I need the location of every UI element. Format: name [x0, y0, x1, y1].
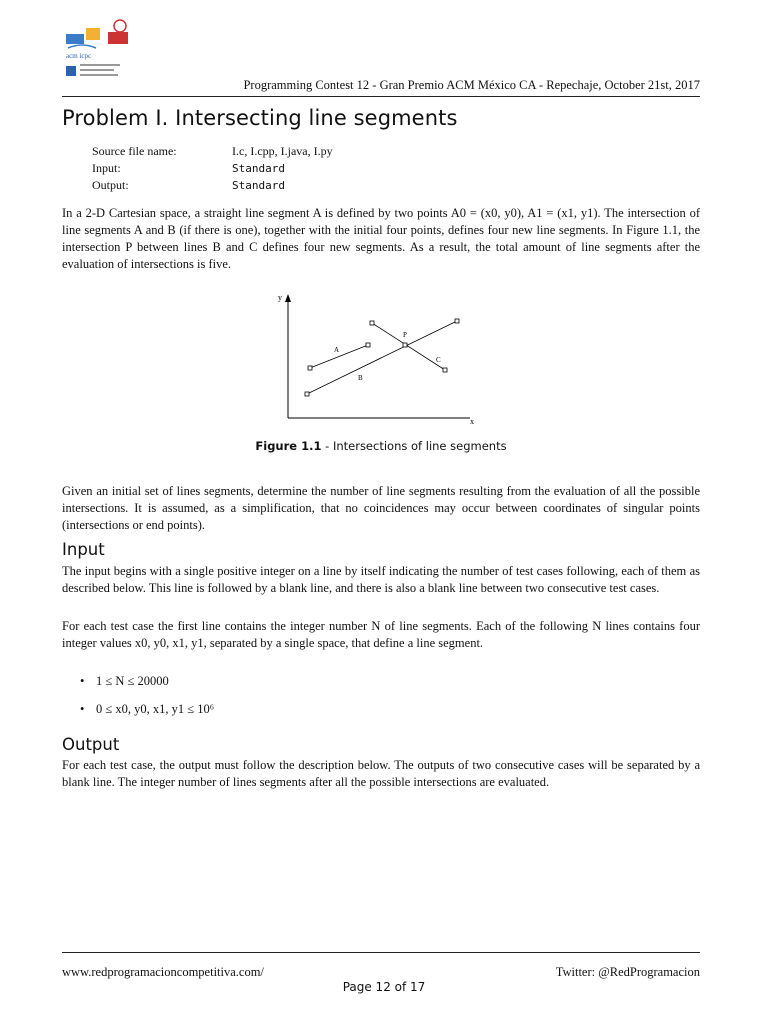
header-rule: [62, 96, 700, 97]
page-number: Page 12 of 17: [342, 980, 426, 994]
intro-paragraph: In a 2-D Cartesian space, a straight line segment A is defined by two points A0 = (x0, y0), A1 = (x1, y1). The intersection of line segments A and B (if there is one), together with the initial four points, defines four new line segments. In Figure 1.1, the intersection P between lines B and C defines four new segments. As a result, the total amount of line segments after the evaluation of intersections is five.: [62, 206, 700, 271]
meta-value: I.c, I.cpp, I.java, I.py: [232, 144, 333, 158]
list-item: [80, 695, 214, 723]
problem-title: Problem I. Intersecting line segments: [62, 106, 458, 130]
meta-row-output: [92, 177, 333, 194]
output-heading: Output: [62, 735, 120, 754]
meta-row-source: [92, 143, 333, 160]
segment-b: [307, 321, 457, 394]
statement-paragraph: Given an initial set of lines segments, determine the number of line segments resulting from the evaluation of all the possible intersections. It is assumed, as a simplification, that no coincidences may occur between coordinates of singular points (intersections or end points).: [62, 484, 700, 532]
bullet-icon: •: [80, 673, 85, 688]
input-paragraph-2: For each test case the first line contains the integer number N of line segments. Each of the following N lines contains four integer values x0, y0, x1, y1, separated by a single space, that define a line segment.: [62, 619, 700, 650]
meta-key: Output:: [92, 178, 129, 192]
constraint-coords: 0 ≤ x0, y0, x1, y1 ≤ 10⁶: [96, 701, 215, 716]
meta-value: Standard: [232, 162, 285, 175]
figure-caption: [62, 439, 700, 453]
constraint-n: 1 ≤ N ≤ 20000: [96, 673, 169, 688]
label-p: P: [403, 331, 407, 339]
input-heading: Input: [62, 540, 105, 559]
caption-text: - Intersections of line segments: [321, 439, 507, 453]
label-b: B: [358, 374, 363, 382]
meta-key: Source file name:: [92, 144, 177, 158]
meta-key: Input:: [92, 161, 121, 175]
meta-row-input: [92, 160, 333, 177]
contest-logo: [62, 14, 136, 80]
caption-label: Figure 1.1: [255, 439, 322, 453]
input-paragraph-1: The input begins with a single positive integer on a line by itself indicating the number of test cases following, each of them as described below. This line is followed by a blank line, and there is also a blank line between two consecutive test cases.: [62, 564, 700, 595]
constraints-list: [80, 667, 214, 723]
bullet-icon: •: [80, 701, 85, 716]
footer-rule: [62, 952, 700, 953]
list-item: [80, 667, 214, 695]
logo-text: acm icpc: [66, 52, 92, 60]
intersection-point-p: [403, 343, 407, 347]
segment-c: [372, 323, 445, 370]
output-paragraph: For each test case, the output must follow the description below. The outputs of two consecutive cases will be separated by a blank line. The integer number of lines segments after all the possible intersections are evaluated.: [62, 758, 700, 789]
y-axis-label: y: [278, 293, 282, 302]
y-axis-arrow: [285, 294, 291, 302]
contest-header: Programming Contest 12 - Gran Premio ACM México CA - Repechaje, October 21st, 2017: [243, 78, 700, 92]
footer-twitter: Twitter: @RedProgramacion: [555, 965, 700, 979]
footer-website: www.redprogramacioncompetitiva.com/: [62, 965, 264, 979]
meta-value: Standard: [232, 179, 285, 192]
label-a: A: [334, 346, 340, 354]
problem-meta: [92, 143, 333, 194]
label-c: C: [436, 356, 441, 364]
figure-line-segments: [272, 290, 482, 430]
x-axis-label: x: [470, 417, 474, 426]
